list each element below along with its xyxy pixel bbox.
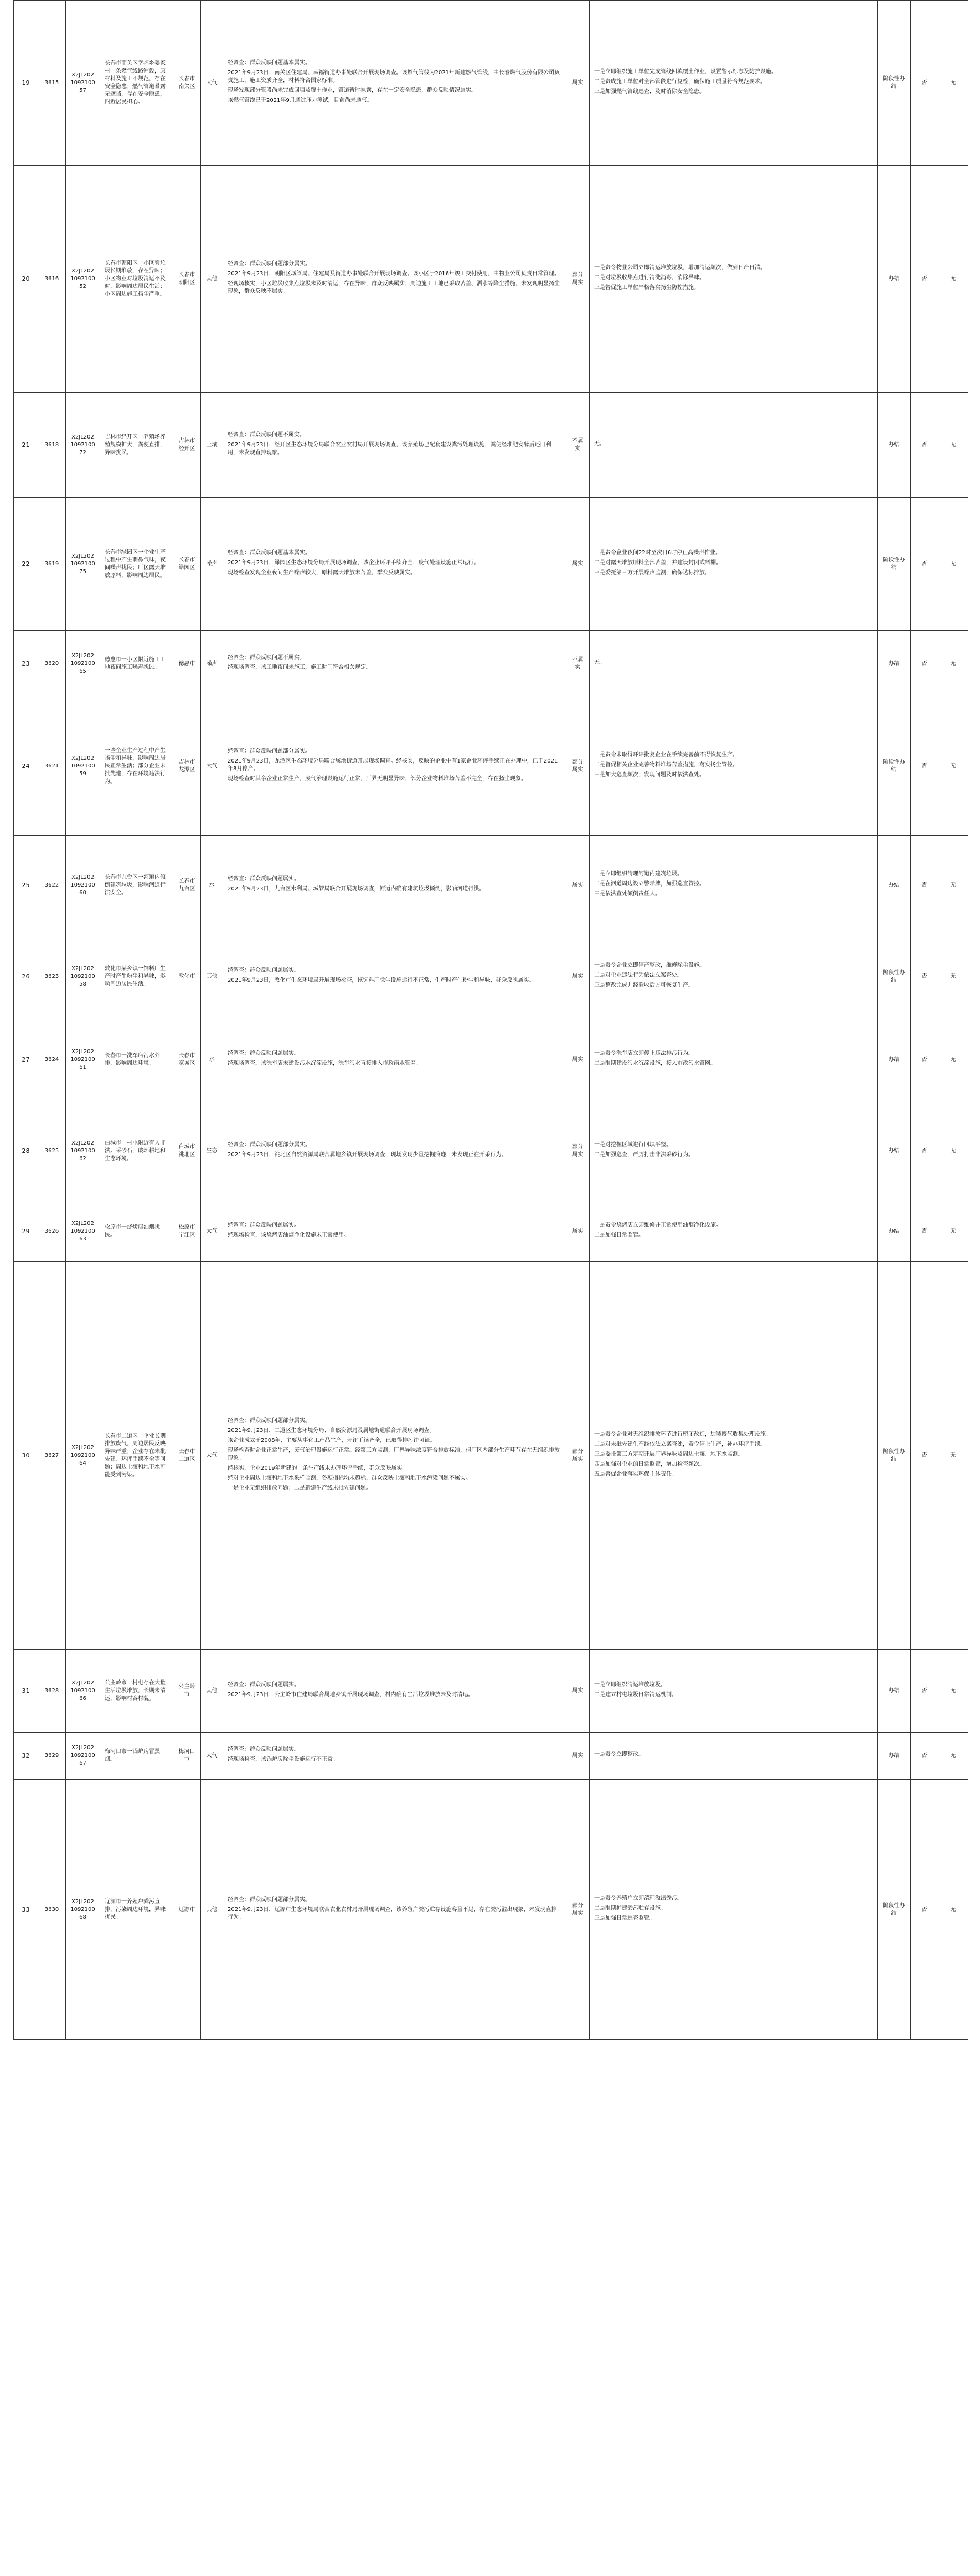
rectification-cell <box>590 631 878 697</box>
investigation-cell-paragraph: 经现场调查，该洗车店未建设污水沉淀设施，洗车污水直接排入市政雨水管网。 <box>228 1060 421 1067</box>
processing-status-cell: 阶段性办结 <box>878 935 911 1018</box>
region-cell: 长春市宽城区 <box>173 1018 201 1101</box>
case-code-cell: X2JL202109210062 <box>66 1101 100 1201</box>
rectification-cell-paragraph: 一是对挖掘区域进行回填平整。 <box>594 1141 672 1148</box>
accountability-cell: 无 <box>938 631 968 697</box>
rectification-cell-paragraph: 三是加大巡查频次，发现问题及时依法查处。 <box>594 771 705 778</box>
rectification-cell-paragraph: 一是责令洗车店立即停止违法排污行为。 <box>594 1050 694 1057</box>
accountability-cell: 无 <box>938 1780 968 2040</box>
pollution-type-cell: 大气 <box>201 697 223 836</box>
investigation-cell-paragraph: 现场检查时其余企业正常生产，废气治理设施运行正常，厂界无明显异味；部分企业物料堆场苫盖不完全，存在扬尘现象。 <box>228 775 527 782</box>
row-number-cell: 28 <box>14 1101 38 1201</box>
investigation-cell-paragraph: 2021年9月23日，公主岭市住建局联合属地乡镇开展现场调查，村内确有生活垃圾堆放未及时清运。 <box>228 1691 474 1698</box>
investigation-cell <box>223 1 566 166</box>
region-cell: 长春市九台区 <box>173 836 201 935</box>
row-number-cell: 27 <box>14 1018 38 1101</box>
investigation-cell-paragraph: 现场发现部分管段尚未完成回填及覆土作业，管道暂时裸露，存在一定安全隐患，群众反映情况属实。 <box>228 87 477 94</box>
case-code-cell: X2JL202109210061 <box>66 1018 100 1101</box>
investigation-cell-paragraph: 2021年9月23日，辽源市生态环境局联合农业农村局开展现场调查，该养殖户粪污贮存设施容量不足，存在粪污溢出现象，未发现直排行为。 <box>228 1906 557 1920</box>
row-number-cell: 26 <box>14 935 38 1018</box>
investigation-cell-paragraph: 该企业成立于2008年，主要从事化工产品生产，环评手续齐全，已取得排污许可证。 <box>228 1437 436 1444</box>
investigation-cell <box>223 631 566 697</box>
closed-flag-cell: 否 <box>911 166 938 393</box>
rectification-cell-paragraph: 三是委托第三方定期开展厂界异味及周边土壤、地下水监测。 <box>594 1451 744 1457</box>
rectification-cell-paragraph: 二是督促相关企业完善物料堆场苫盖措施，落实扬尘管控。 <box>594 761 738 768</box>
rectification-cell-paragraph: 二是对企业违法行为依法立案查处。 <box>594 972 683 978</box>
verification-result-cell: 属实 <box>566 498 590 631</box>
table-row <box>14 631 968 697</box>
pollution-type-cell: 噪声 <box>201 498 223 631</box>
pollution-type-cell: 其他 <box>201 1780 223 2040</box>
processing-status-cell: 办结 <box>878 1101 911 1201</box>
verification-result-cell: 属实 <box>566 1650 590 1733</box>
rectification-cell-paragraph: 三是依法查处倾倒责任人。 <box>594 890 661 897</box>
table-row <box>14 1101 968 1201</box>
row-number-cell: 29 <box>14 1201 38 1262</box>
rectification-cell <box>590 1 878 166</box>
rectification-cell-paragraph: 二是对露天堆放原料全部苫盖，并建设封闭式料棚。 <box>594 559 721 566</box>
verification-result-cell: 属实 <box>566 1018 590 1101</box>
case-code-cell: X2JL202109210059 <box>66 697 100 836</box>
rectification-cell <box>590 935 878 1018</box>
accountability-cell: 无 <box>938 166 968 393</box>
investigation-cell-paragraph: 2021年9月23日，九台区水利局、城管局联合开展现场调查，河道内确有建筑垃圾倾倒，影响河道行洪。 <box>228 885 485 892</box>
closed-flag-cell: 否 <box>911 393 938 498</box>
processing-status-cell: 阶段性办结 <box>878 1780 911 2040</box>
rectification-cell-paragraph: 三是加强日常巡查监管。 <box>594 1915 655 1921</box>
case-code-cell: X2JL202109210075 <box>66 498 100 631</box>
region-cell: 长春市朝阳区 <box>173 166 201 393</box>
case-id-cell: 3619 <box>38 498 66 631</box>
investigation-cell <box>223 1101 566 1201</box>
pollution-type-cell: 其他 <box>201 166 223 393</box>
pollution-type-cell: 其他 <box>201 1650 223 1733</box>
rectification-cell-paragraph: 无。 <box>594 440 605 447</box>
petition-disposal-table <box>13 0 968 2040</box>
investigation-cell <box>223 166 566 393</box>
rectification-cell-paragraph: 三是加强燃气管线巡查，及时消除安全隐患。 <box>594 88 705 95</box>
complaint-summary-cell: 松原市一烧烤店油烟扰民。 <box>100 1201 173 1262</box>
rectification-cell <box>590 1101 878 1201</box>
case-id-cell: 3621 <box>38 697 66 836</box>
case-id-cell: 3615 <box>38 1 66 166</box>
verification-result-cell: 部分属实 <box>566 1780 590 2040</box>
rectification-cell-paragraph: 一是责令烧烤店立即维修并正常使用油烟净化设施。 <box>594 1222 721 1228</box>
region-cell: 吉林市龙潭区 <box>173 697 201 836</box>
investigation-cell-paragraph: 经调查：群众反映问题属实。 <box>228 967 300 973</box>
accountability-cell: 无 <box>938 1262 968 1650</box>
complaint-summary-cell: 长春市一洗车店污水外排，影响周边环境。 <box>100 1018 173 1101</box>
table-row <box>14 166 968 393</box>
investigation-cell-paragraph: 经调查：群众反映问题属实。 <box>228 1681 300 1688</box>
investigation-cell-paragraph: 经现场检查，该锅炉房除尘设施运行不正常。 <box>228 1756 338 1763</box>
rectification-cell-paragraph: 一是责令未取得环评批复企业在手续完善前不得恢复生产。 <box>594 751 738 758</box>
pollution-type-cell: 大气 <box>201 1201 223 1262</box>
processing-status-cell: 阶段性办结 <box>878 1 911 166</box>
investigation-cell-paragraph: 经调查：群众反映问题属实。 <box>228 1222 300 1228</box>
investigation-cell-paragraph: 经调查：群众反映问题部分属实。 <box>228 1896 311 1903</box>
verification-result-cell: 部分属实 <box>566 1101 590 1201</box>
accountability-cell: 无 <box>938 1733 968 1780</box>
processing-status-cell: 阶段性办结 <box>878 1262 911 1650</box>
investigation-cell-paragraph: 2021年9月23日，南关区住建局、幸福街道办事处联合开展现场调查。该燃气管线为2021年新建燃气管线，由长春燃气股份有限公司负责施工，施工资质齐全，材料符合国家标准。 <box>228 69 560 84</box>
investigation-cell <box>223 1201 566 1262</box>
case-id-cell: 3622 <box>38 836 66 935</box>
rectification-cell-paragraph: 二是加强日常监管。 <box>594 1232 644 1238</box>
rectification-cell <box>590 1262 878 1650</box>
case-id-cell: 3630 <box>38 1780 66 2040</box>
rectification-cell-paragraph: 二是加强巡查，严厉打击非法采砂行为。 <box>594 1151 694 1158</box>
investigation-cell-paragraph: 经调查：群众反映问题部分属实。 <box>228 260 311 267</box>
investigation-cell-paragraph: 经现场核实，小区垃圾收集点垃圾未及时清运，存在异味，群众反映属实；周边施工工地已采取苫盖、洒水等降尘措施，未发现明显扬尘现象，群众反映不属实。 <box>228 280 560 295</box>
case-code-cell: X2JL202109210058 <box>66 935 100 1018</box>
rectification-cell <box>590 1780 878 2040</box>
investigation-cell-paragraph: 2021年9月23日，绿园区生态环境分局开展现场调查，该企业环评手续齐全，废气处理设施正常运行。 <box>228 559 479 566</box>
case-id-cell: 3624 <box>38 1018 66 1101</box>
processing-status-cell: 阶段性办结 <box>878 697 911 836</box>
rectification-cell-paragraph: 一是责令企业夜间22时至次日6时停止高噪声作业。 <box>594 549 721 556</box>
region-cell: 长春市二道区 <box>173 1262 201 1650</box>
closed-flag-cell: 否 <box>911 631 938 697</box>
pollution-type-cell: 噪声 <box>201 631 223 697</box>
region-cell: 敦化市 <box>173 935 201 1018</box>
investigation-cell-paragraph: 2021年9月23日，二道区生态环境分局、自然资源局及属地街道联合开展现场调查。 <box>228 1427 435 1434</box>
accountability-cell: 无 <box>938 935 968 1018</box>
pollution-type-cell: 水 <box>201 1018 223 1101</box>
investigation-cell-paragraph: 经核实，企业2019年新建的一条生产线未办理环评手续，群众反映属实。 <box>228 1465 408 1471</box>
case-id-cell: 3616 <box>38 166 66 393</box>
investigation-cell-paragraph: 2021年9月23日，龙潭区生态环境分局联合属地街道开展现场调查。经核实，反映的企业中有1家企业环评手续正在办理中，已于2021年8月停产。 <box>228 758 558 772</box>
case-code-cell: X2JL202109210067 <box>66 1733 100 1780</box>
case-id-cell: 3629 <box>38 1733 66 1780</box>
investigation-cell-paragraph: 经调查：群众反映问题基本属实。 <box>228 59 311 66</box>
investigation-cell <box>223 1733 566 1780</box>
table-body <box>14 1 968 2040</box>
complaint-summary-cell: 长春市南关区幸福乡姜家村一条燃气线路铺设，原材料及施工不规范，存在安全隐患；燃气管道暴露无遮挡，存在安全隐患，附近居民担心。 <box>100 1 173 166</box>
investigation-cell-paragraph: 该燃气管线已于2021年9月通过压力测试，目前尚未通气。 <box>228 97 373 104</box>
case-code-cell: X2JL202109210066 <box>66 1650 100 1733</box>
closed-flag-cell: 否 <box>911 1101 938 1201</box>
closed-flag-cell: 否 <box>911 1650 938 1733</box>
rectification-cell-paragraph: 二是在河道周边设立警示牌，加强巡查管控。 <box>594 880 705 887</box>
rectification-cell-paragraph: 四是加强对企业的日常监管，增加检查频次。 <box>594 1461 705 1467</box>
accountability-cell: 无 <box>938 697 968 836</box>
case-code-cell: X2JL202109210060 <box>66 836 100 935</box>
processing-status-cell: 办结 <box>878 1201 911 1262</box>
accountability-cell: 无 <box>938 498 968 631</box>
table-row <box>14 1262 968 1650</box>
investigation-cell-paragraph: 经现场调查，该工地夜间未施工，施工时间符合相关规定。 <box>228 664 372 671</box>
region-cell: 辽源市 <box>173 1780 201 2040</box>
table-row <box>14 1201 968 1262</box>
processing-status-cell: 办结 <box>878 1733 911 1780</box>
accountability-cell: 无 <box>938 1650 968 1733</box>
complaint-summary-cell: 白城市一村屯附近有人非法开采砂石，破坏耕地和生态环境。 <box>100 1101 173 1201</box>
verification-result-cell: 属实 <box>566 836 590 935</box>
case-code-cell: X2JL202109210065 <box>66 631 100 697</box>
case-id-cell: 3623 <box>38 935 66 1018</box>
investigation-cell-paragraph: 经调查：群众反映问题基本属实。 <box>228 549 311 556</box>
table-row <box>14 498 968 631</box>
complaint-summary-cell: 梅河口市一锅炉房冒黑烟。 <box>100 1733 173 1780</box>
row-number-cell: 31 <box>14 1650 38 1733</box>
investigation-cell <box>223 1018 566 1101</box>
complaint-summary-cell: 长春市九台区一河道内倾倒建筑垃圾，影响河道行洪安全。 <box>100 836 173 935</box>
closed-flag-cell: 否 <box>911 498 938 631</box>
investigation-cell <box>223 1650 566 1733</box>
closed-flag-cell: 否 <box>911 1 938 166</box>
investigation-cell-paragraph: 2021年9月23日，经开区生态环境分局联合农业农村局开展现场调查，该养殖场已配套建设粪污处理设施，粪便经堆肥发酵后还田利用，未发现直排现象。 <box>228 441 551 456</box>
row-number-cell: 25 <box>14 836 38 935</box>
rectification-cell-paragraph: 二是对垃圾收集点进行清洗消毒，消除异味。 <box>594 274 705 281</box>
rectification-cell <box>590 166 878 393</box>
rectification-cell <box>590 1650 878 1733</box>
case-code-cell: X2JL202109210057 <box>66 1 100 166</box>
pollution-type-cell: 大气 <box>201 1 223 166</box>
investigation-cell-paragraph: 经调查：群众反映问题属实。 <box>228 875 300 882</box>
investigation-cell-paragraph: 一是企业无组织排放问题；二是新建生产线未批先建问题。 <box>228 1485 372 1491</box>
verification-result-cell: 属实 <box>566 1 590 166</box>
investigation-cell-paragraph: 经调查：群众反映问题属实。 <box>228 1746 300 1753</box>
table-row <box>14 393 968 498</box>
rectification-cell-paragraph: 一是责令企业立即停产整改，维修除尘设施。 <box>594 962 705 968</box>
verification-result-cell: 属实 <box>566 1733 590 1780</box>
table-row <box>14 1 968 166</box>
investigation-cell <box>223 1262 566 1650</box>
investigation-cell <box>223 393 566 498</box>
processing-status-cell: 办结 <box>878 836 911 935</box>
verification-result-cell: 属实 <box>566 935 590 1018</box>
investigation-cell-paragraph: 经现场检查，该烧烤店油烟净化设施未正常使用。 <box>228 1232 349 1238</box>
row-number-cell: 22 <box>14 498 38 631</box>
region-cell: 白城市洮北区 <box>173 1101 201 1201</box>
case-id-cell: 3628 <box>38 1650 66 1733</box>
table-row <box>14 1780 968 2040</box>
complaint-summary-cell: 吉林市经开区一养殖场养殖规模扩大，粪便直排，异味扰民。 <box>100 393 173 498</box>
investigation-cell <box>223 1780 566 2040</box>
complaint-summary-cell: 公主岭市一村屯存在大量生活垃圾堆放，长期未清运，影响村容村貌。 <box>100 1650 173 1733</box>
closed-flag-cell: 否 <box>911 1733 938 1780</box>
accountability-cell: 无 <box>938 1 968 166</box>
case-id-cell: 3620 <box>38 631 66 697</box>
investigation-cell-paragraph: 经调查：群众反映问题不属实。 <box>228 654 305 661</box>
case-code-cell: X2JL202109210068 <box>66 1780 100 2040</box>
table-row <box>14 697 968 836</box>
processing-status-cell: 办结 <box>878 1650 911 1733</box>
closed-flag-cell: 否 <box>911 1201 938 1262</box>
complaint-summary-cell: 长春市绿园区一企业生产过程中产生刺鼻气味，夜间噪声扰民；厂区露天堆放原料，影响周边居民。 <box>100 498 173 631</box>
region-cell: 梅河口市 <box>173 1733 201 1780</box>
case-id-cell: 3627 <box>38 1262 66 1650</box>
verification-result-cell: 不属实 <box>566 393 590 498</box>
closed-flag-cell: 否 <box>911 935 938 1018</box>
accountability-cell: 无 <box>938 1018 968 1101</box>
pollution-type-cell: 土壤 <box>201 393 223 498</box>
rectification-cell <box>590 1201 878 1262</box>
closed-flag-cell: 否 <box>911 1018 938 1101</box>
investigation-cell-paragraph: 经调查：群众反映问题部分属实。 <box>228 748 311 754</box>
row-number-cell: 19 <box>14 1 38 166</box>
complaint-summary-cell: 长春市二道区一企业长期排放废气，周边居民反映异味严重；企业存在未批先建、环评手续不全等问题；周边土壤和地下水可能受到污染。 <box>100 1262 173 1650</box>
case-id-cell: 3626 <box>38 1201 66 1262</box>
investigation-cell-paragraph: 经对企业周边土壤和地下水采样监测，各项指标均未超标，群众反映土壤和地下水污染问题不属实。 <box>228 1475 471 1481</box>
table-row <box>14 935 968 1018</box>
row-number-cell: 32 <box>14 1733 38 1780</box>
rectification-cell-paragraph: 一是责令企业对无组织排放环节进行密闭改造，加装废气收集处理设施。 <box>594 1431 771 1438</box>
pollution-type-cell: 大气 <box>201 1262 223 1650</box>
rectification-cell <box>590 498 878 631</box>
investigation-cell-paragraph: 2021年9月23日，洮北区自然资源局联合属地乡镇开展现场调查，现场发现少量挖掘痕迹，未发现正在开采行为。 <box>228 1151 507 1158</box>
closed-flag-cell: 否 <box>911 836 938 935</box>
investigation-cell-paragraph: 经调查：群众反映问题部分属实。 <box>228 1417 311 1424</box>
processing-status-cell: 办结 <box>878 1018 911 1101</box>
region-cell: 德惠市 <box>173 631 201 697</box>
investigation-cell-paragraph: 经调查：群众反映问题部分属实。 <box>228 1141 311 1148</box>
rectification-cell-paragraph: 一是责令养殖户立即清理溢出粪污。 <box>594 1895 683 1902</box>
region-cell: 松原市宁江区 <box>173 1201 201 1262</box>
processing-status-cell: 阶段性办结 <box>878 498 911 631</box>
rectification-cell-paragraph: 一是责令物业公司立即清运堆放垃圾，增加清运频次，做到日产日清。 <box>594 264 766 271</box>
rectification-cell-paragraph: 三是整改完成并经验收后方可恢复生产。 <box>594 982 694 988</box>
rectification-cell-paragraph: 三是督促施工单位严格落实扬尘防控措施。 <box>594 284 699 291</box>
rectification-cell <box>590 393 878 498</box>
processing-status-cell: 办结 <box>878 631 911 697</box>
pollution-type-cell: 水 <box>201 836 223 935</box>
case-code-cell: X2JL202109210064 <box>66 1262 100 1650</box>
investigation-cell-paragraph: 2021年9月23日，朝阳区城管局、住建局及街道办事处联合开展现场调查。该小区于2016年竣工交付使用，由物业公司负责日常管理。 <box>228 270 560 277</box>
rectification-cell-paragraph: 一是立即组织清理河道内建筑垃圾。 <box>594 870 683 877</box>
investigation-cell <box>223 697 566 836</box>
rectification-cell-paragraph: 五是督促企业落实环保主体责任。 <box>594 1471 677 1477</box>
region-cell: 公主岭市 <box>173 1650 201 1733</box>
rectification-cell-paragraph: 二是建立村屯垃圾日常清运机制。 <box>594 1691 677 1698</box>
rectification-cell-paragraph: 无。 <box>594 659 605 666</box>
rectification-cell-paragraph: 一是立即组织清运堆放垃圾。 <box>594 1681 666 1688</box>
table-row <box>14 836 968 935</box>
row-number-cell: 23 <box>14 631 38 697</box>
closed-flag-cell: 否 <box>911 1780 938 2040</box>
table-row <box>14 1650 968 1733</box>
rectification-cell-paragraph: 二是限期建设污水沉淀设施，接入市政污水管网。 <box>594 1060 716 1067</box>
investigation-cell-paragraph: 现场检查发现企业夜间生产噪声较大，原料露天堆放未苫盖，群众反映属实。 <box>228 569 416 576</box>
accountability-cell: 无 <box>938 1101 968 1201</box>
investigation-cell-paragraph: 经调查：群众反映问题不属实。 <box>228 431 305 438</box>
investigation-cell-paragraph: 2021年9月23日，敦化市生态环境局开展现场检查，该饲料厂除尘设施运行不正常，生产时产生粉尘和异味，群众反映属实。 <box>228 977 535 983</box>
verification-result-cell: 部分属实 <box>566 1262 590 1650</box>
row-number-cell: 30 <box>14 1262 38 1650</box>
table-row <box>14 1733 968 1780</box>
verification-result-cell: 属实 <box>566 1201 590 1262</box>
accountability-cell: 无 <box>938 836 968 935</box>
rectification-cell-paragraph: 二是责成施工单位对全部管段进行复检，确保施工质量符合规范要求。 <box>594 78 766 85</box>
row-number-cell: 33 <box>14 1780 38 2040</box>
accountability-cell: 无 <box>938 1201 968 1262</box>
case-code-cell: X2JL202109210072 <box>66 393 100 498</box>
investigation-cell <box>223 836 566 935</box>
rectification-cell <box>590 1733 878 1780</box>
region-cell: 长春市南关区 <box>173 1 201 166</box>
rectification-cell-paragraph: 一是立即组织施工单位完成管线回填覆土作业，设置警示标志及防护设施。 <box>594 68 777 75</box>
complaint-summary-cell: 长春市朝阳区一小区旁垃圾长期堆放，存在异味；小区物业对垃圾清运不及时，影响周边居民生活；小区周边施工扬尘严重。 <box>100 166 173 393</box>
rectification-cell <box>590 697 878 836</box>
row-number-cell: 21 <box>14 393 38 498</box>
complaint-summary-cell: 一些企业生产过程中产生扬尘和异味，影响周边居民正常生活；部分企业未批先建，存在环境违法行为。 <box>100 697 173 836</box>
closed-flag-cell: 否 <box>911 1262 938 1650</box>
complaint-summary-cell: 敦化市某乡镇一饲料厂生产时产生粉尘和异味，影响周边居民生活。 <box>100 935 173 1018</box>
case-id-cell: 3618 <box>38 393 66 498</box>
verification-result-cell: 不属实 <box>566 631 590 697</box>
row-number-cell: 24 <box>14 697 38 836</box>
pollution-type-cell: 其他 <box>201 935 223 1018</box>
processing-status-cell: 办结 <box>878 166 911 393</box>
verification-result-cell: 部分属实 <box>566 697 590 836</box>
region-cell: 吉林市经开区 <box>173 393 201 498</box>
case-code-cell: X2JL202109210063 <box>66 1201 100 1262</box>
complaint-summary-cell: 辽源市一养殖户粪污直排，污染周边环境，异味扰民。 <box>100 1780 173 2040</box>
case-code-cell: X2JL202109210052 <box>66 166 100 393</box>
investigation-cell-paragraph: 现场检查时企业正常生产，废气治理设施运行正常。经第三方监测，厂界异味浓度符合排放标准，但厂区内部分生产环节存在无组织排放现象。 <box>228 1447 560 1461</box>
investigation-cell <box>223 935 566 1018</box>
row-number-cell: 20 <box>14 166 38 393</box>
closed-flag-cell: 否 <box>911 697 938 836</box>
rectification-cell-paragraph: 二是对未批先建生产线依法立案查处，责令停止生产，补办环评手续。 <box>594 1441 766 1447</box>
rectification-cell-paragraph: 三是委托第三方开展噪声监测，确保达标排放。 <box>594 569 710 576</box>
rectification-cell <box>590 1018 878 1101</box>
pollution-type-cell: 大气 <box>201 1733 223 1780</box>
investigation-cell-paragraph: 经调查：群众反映问题属实。 <box>228 1050 300 1057</box>
case-id-cell: 3625 <box>38 1101 66 1201</box>
processing-status-cell: 办结 <box>878 393 911 498</box>
verification-result-cell: 部分属实 <box>566 166 590 393</box>
complaint-summary-cell: 德惠市一小区附近施工工地夜间施工噪声扰民。 <box>100 631 173 697</box>
rectification-cell-paragraph: 二是限期扩建粪污贮存设施。 <box>594 1905 666 1912</box>
rectification-cell <box>590 836 878 935</box>
investigation-cell <box>223 498 566 631</box>
pollution-type-cell: 生态 <box>201 1101 223 1201</box>
rectification-cell-paragraph: 一是责令立即整改。 <box>594 1751 644 1758</box>
accountability-cell: 无 <box>938 393 968 498</box>
table-row <box>14 1018 968 1101</box>
region-cell: 长春市绿园区 <box>173 498 201 631</box>
